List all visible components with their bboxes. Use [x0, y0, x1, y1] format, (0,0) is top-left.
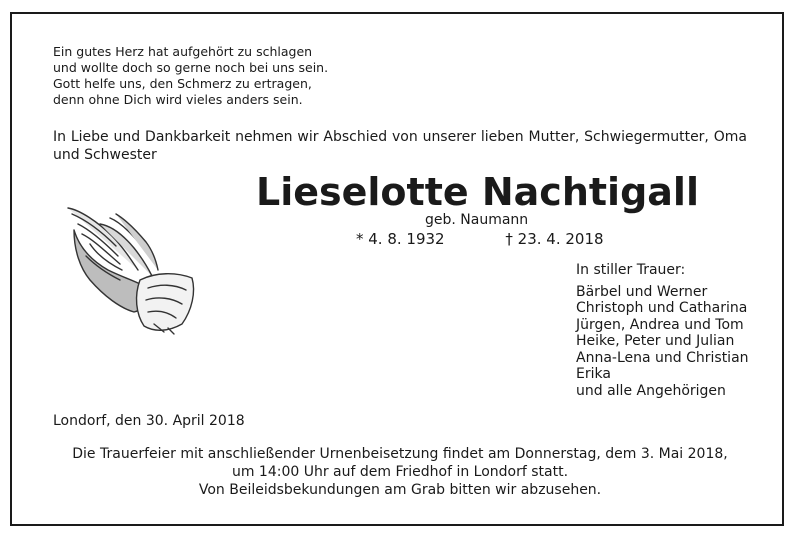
birth-date: * 4. 8. 1932	[356, 230, 445, 248]
death-date: † 23. 4. 2018	[505, 230, 604, 248]
service-line: Die Trauerfeier mit anschließender Urnenbeisetzung findet am Donnerstag, dem 3. Mai 2018,	[72, 446, 728, 462]
service-line: um 14:00 Uhr auf dem Friedhof in Londorf statt.	[231, 464, 569, 480]
service-details	[0, 445, 800, 499]
mourner-entry: Heike, Peter und Julian	[576, 333, 735, 349]
mourner-entry: und alle Angehörigen	[576, 382, 726, 399]
poem-line: Ein gutes Herz hat aufgehört zu schlagen	[53, 44, 313, 59]
mourner-entry: Anna-Lena und Christian	[576, 349, 749, 366]
mourner-entry: Bärbel und Werner	[576, 283, 708, 300]
poem	[53, 44, 328, 108]
poem-line: denn ohne Dich wird vieles anders sein.	[53, 92, 303, 107]
poem-line: Gott helfe uns, den Schmerz zu ertragen,	[53, 76, 312, 91]
service-line: Von Beileidsbekundungen am Grab bitten wir abzusehen.	[198, 482, 602, 498]
place-and-date: Londorf, den 30. April 2018	[53, 413, 245, 429]
intro-text: In Liebe und Dankbarkeit nehmen wir Abschied von unserer lieben Mutter, Schwiegermutter, Oma und Schwester	[53, 129, 747, 163]
life-dates	[356, 230, 604, 248]
mourners-heading: In stiller Trauer:	[576, 262, 686, 278]
mourner-entry: Christoph und Catharina	[576, 300, 748, 316]
mourners-list	[576, 262, 749, 399]
mourner-entry: Jürgen, Andrea und Tom	[576, 316, 744, 333]
mourner-entry: Erika	[576, 366, 611, 382]
praying-hands-icon	[60, 200, 200, 340]
birth-name: geb. Naumann	[425, 212, 529, 228]
deceased-name: Lieselotte Nachtigall	[256, 170, 699, 214]
poem-line: und wollte doch so gerne noch bei uns sein.	[53, 60, 329, 75]
